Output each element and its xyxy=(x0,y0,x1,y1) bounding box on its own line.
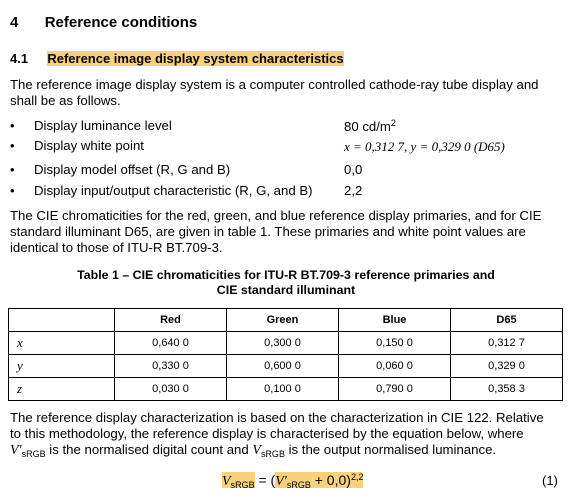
table-cell: 0,358 3 xyxy=(451,378,563,401)
table-row xyxy=(9,355,563,378)
intro-paragraph: The reference image display system is a computer controlled cathode-ray tube display and shall be as follows. xyxy=(10,77,539,108)
bullet-label: Display model offset (R, G and B) xyxy=(34,162,231,177)
table-header-cell xyxy=(9,309,115,332)
table-cell: 0,330 0 xyxy=(115,355,227,378)
bullet-label: Display white point xyxy=(34,138,144,153)
table-row xyxy=(9,332,563,355)
table-cell: 0,300 0 xyxy=(227,332,339,355)
table-header-cell: D65 xyxy=(451,309,563,332)
bullet-icon: • xyxy=(10,138,15,153)
table-header-cell: Green xyxy=(227,309,339,332)
equation-number: (1) xyxy=(542,473,558,488)
bullet-label: Display input/output characteristic (R, G, and B) xyxy=(34,183,313,198)
row-label: x xyxy=(9,332,115,355)
bullet-value: 2,2 xyxy=(344,183,363,198)
bullet-icon: • xyxy=(10,162,15,177)
row-label: y xyxy=(9,355,115,378)
row-label: z xyxy=(9,378,115,401)
list-item xyxy=(10,117,15,135)
table-cell: 0,600 0 xyxy=(227,355,339,378)
bullet-icon: • xyxy=(10,183,15,198)
bullet-value: 0,0 xyxy=(344,162,363,177)
equation-lhs: V xyxy=(222,474,231,489)
table-cell: 0,329 0 xyxy=(451,355,563,378)
table-header-row xyxy=(9,309,563,332)
bullet-value: x = 0,312 7, y = 0,329 0 (D65) xyxy=(344,139,505,154)
bullet-label: Display luminance level xyxy=(34,118,172,133)
subsection-heading xyxy=(10,51,344,66)
table-cell: 0,312 7 xyxy=(451,332,563,355)
table-cell: 0,030 0 xyxy=(115,378,227,401)
bullet-icon: • xyxy=(10,118,15,133)
section-heading xyxy=(10,14,197,31)
table-cell: 0,100 0 xyxy=(227,378,339,401)
list-item xyxy=(10,137,15,155)
table-cell: 0,150 0 xyxy=(339,332,451,355)
list-item xyxy=(10,182,15,200)
subsection-number: 4.1 xyxy=(10,51,29,66)
bullet-value: 80 $cd/m^2$ xyxy=(344,118,396,134)
section-number: 4 xyxy=(10,14,19,31)
table-cell: 0,790 0 xyxy=(339,378,451,401)
table-header-cell: Red xyxy=(115,309,227,332)
table-header-cell: Blue xyxy=(339,309,451,332)
list-item xyxy=(10,161,15,179)
table-cell: 0,060 0 xyxy=(339,355,451,378)
table-row xyxy=(9,378,563,401)
table-cell: 0,640 0 xyxy=(115,332,227,355)
table-caption: Table 1 – CIE chromaticities for ITU-R BT.709-3 reference primaries and CIE standard illuminant xyxy=(77,268,495,297)
equation: $V_{sRGB} = (V'_{sRGB} + 0,0)^{2,2}$ xyxy=(222,472,364,490)
body-paragraph: The CIE chromaticities for the red, green, and blue reference display primaries, and for CIE standard illuminant D65, are given in table 1. These primaries and white point values are identical to those of ITU-R BT.709-3. xyxy=(10,208,542,255)
chromaticity-table xyxy=(8,308,563,401)
body-paragraph: The reference display characterization is based on the characterization in CIE 122. Relative to this methodology, the reference display is characterised by the equation below, where $V'_{sRGB}$ is the normalised digital count and $V_{sRGB}$ is the output normalised luminance. xyxy=(10,410,544,459)
section-title: Reference conditions xyxy=(44,14,198,31)
subsection-title: Reference image display system characteristics xyxy=(47,51,344,66)
